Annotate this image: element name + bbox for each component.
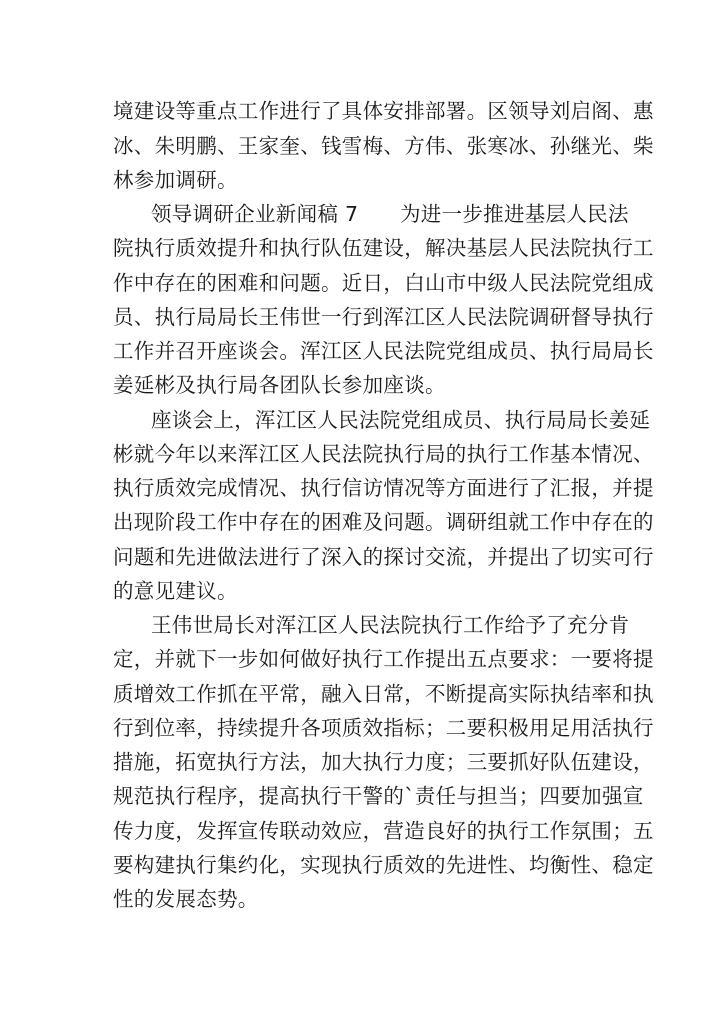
text-line: 林参加调研。	[113, 168, 238, 192]
text-line: 质增效工作抓在平常，融入日常，不断提高实际执结率和执	[113, 682, 654, 706]
text-line: 作中存在的困难和问题。近日，白山市中级人民法院党组成	[113, 271, 654, 295]
text-line: 院执行质效提升和执行队伍建设，解决基层人民法院执行工	[113, 236, 654, 260]
text-line: 措施，拓宽执行方法，加大执行力度；三要抓好队伍建设，	[113, 750, 654, 774]
text-line: 冰、朱明鹏、王家奎、钱雪梅、方伟、张寒冰、孙继光、柴	[113, 134, 654, 158]
text-line: 姜延彬及执行局各团队长参加座谈。	[113, 373, 446, 397]
text-line: 工作并召开座谈会。浑江区人民法院党组成员、执行局局长	[113, 339, 654, 363]
text-line: 性的发展态势。	[113, 887, 259, 911]
text-line: 领导调研企业新闻稿 7 为进一步推进基层人民法	[151, 202, 629, 226]
text-line: 员、执行局局长王伟世一行到浑江区人民法院调研督导执行	[113, 305, 654, 329]
text-line: 执行质效完成情况、执行信访情况等方面进行了汇报，并提	[113, 476, 654, 500]
text-line: 要构建执行集约化，实现执行质效的先进性、均衡性、稳定	[113, 853, 654, 877]
text-line: 出现阶段工作中存在的困难及问题。调研组就工作中存在的	[113, 510, 654, 534]
text-line: 问题和先进做法进行了深入的探讨交流，并提出了切实可行	[113, 545, 654, 569]
text-line: 行到位率，持续提升各项质效指标；二要积极用足用活执行	[113, 716, 654, 740]
text-line: 定，并就下一步如何做好执行工作提出五点要求：一要将提	[113, 647, 654, 671]
text-line: 王伟世局长对浑江区人民法院执行工作给予了充分肯	[151, 613, 630, 637]
text-line: 的意见建议。	[113, 579, 238, 603]
text-line: 规范执行程序，提高执行干警的`责任与担当；四要加强宣	[113, 784, 644, 808]
text-line: 座谈会上，浑江区人民法院党组成员、执行局局长姜延	[151, 408, 651, 432]
text-line: 彬就今年以来浑江区人民法院执行局的执行工作基本情况、	[113, 442, 654, 466]
text-line: 境建设等重点工作进行了具体安排部署。区领导刘启阁、惠	[113, 99, 654, 123]
text-line: 传力度，发挥宣传联动效应，营造良好的执行工作氛围；五	[113, 819, 654, 843]
